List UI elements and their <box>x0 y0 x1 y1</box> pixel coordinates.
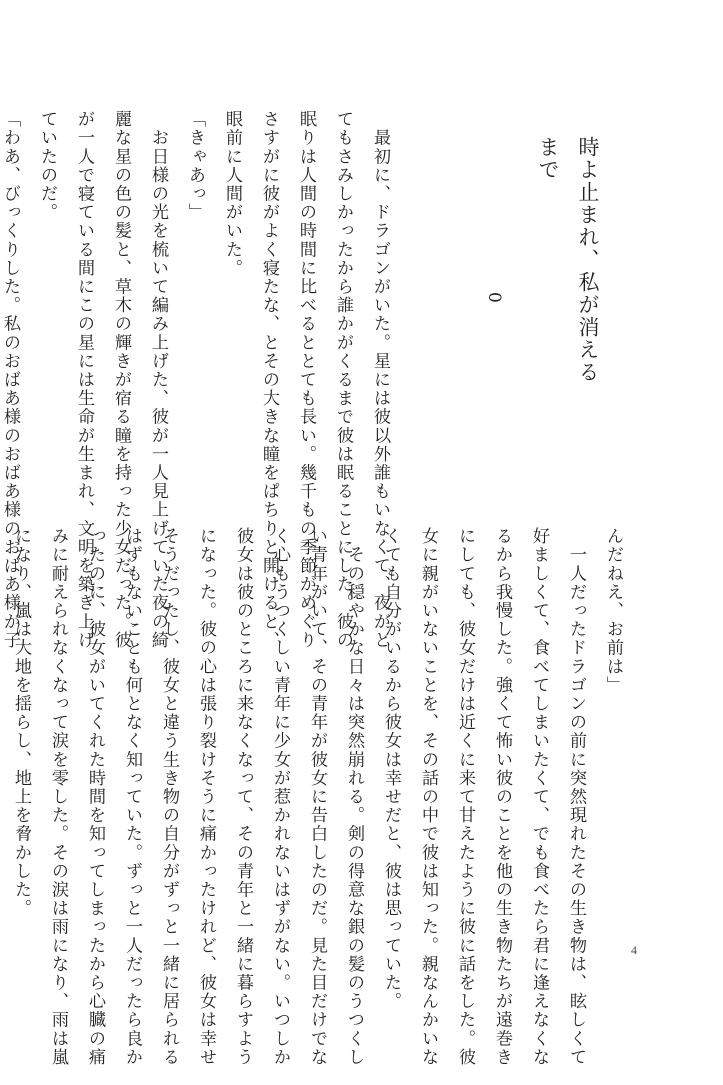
text-column: みに耐えられなくなって涙を零した。その涙は雨になり、雨は嵐 <box>48 527 68 1067</box>
text-column: てもさみしかったから誰かがくるまで彼は眠ることにした。彼の <box>333 110 353 650</box>
text-column: 最初に、ドラゴンがいた。星には彼以外誰もいなくて、夜がと <box>370 110 390 650</box>
section-number: 0 <box>484 291 504 303</box>
text-column <box>0 527 2 927</box>
text-column: 眼前に人間がいた。 <box>222 110 242 278</box>
text-column: くても自分がいるから彼女は幸せだと、彼は思っていた。 <box>381 527 401 1011</box>
text-column: 女に親がいないことを、その話の中で彼は知った。親なんかいな <box>418 527 438 1067</box>
text-column: 好ましくて、食べてしまいたくて、でも食べたら君に逢えなくな <box>529 527 549 1067</box>
text-block-top <box>0 110 398 650</box>
text-column: 一人だったドラゴンの前に突然現れたその生き物は、眩しくて <box>566 527 586 1067</box>
text-column: 「わあ、びっくりした。私のおばあ様のおばあ様のおばあ様が子 <box>0 110 20 650</box>
page-number: 4 <box>631 943 637 957</box>
text-column: が一人で寝ている間にこの星には生命が生まれ、文明を築き上げ <box>74 110 94 650</box>
text-column: 彼女は彼のところに来なくなって、その青年と一緒に暮らすよう <box>233 527 253 1067</box>
text-column: その穏やかな日々は突然崩れる。剣の得意な銀の髪のうつくし <box>344 527 364 1067</box>
chapter-title: 時よ止まれ、私が消えるまで <box>536 136 600 384</box>
text-column: く心もうつくしい青年に少女が惹かれないはずがない。いつしか <box>270 527 290 1067</box>
text-column: さすがに彼がよく寝たな、とその大きな瞳をぱちりと開けると、 <box>259 110 279 650</box>
text-column: そうだったし、彼女と違う生き物の自分がずっと一緒に居られる <box>159 527 179 1067</box>
text-column: はずもないことも何となく知っていた。ずっと一人だったら良か <box>122 527 142 1067</box>
text-column: い青年がいて、その青年が彼女に告白したのだ。見た目だけでな <box>307 527 327 1067</box>
text-column: にしても、彼女だけは近くに来て甘えたように彼に話をした。彼 <box>455 527 475 1067</box>
text-column: るから我慢した。強くて怖い彼のことを他の生き物たちが遠巻き <box>492 527 512 1067</box>
text-column: んだねえ、お前は」 <box>603 527 623 695</box>
text-column: 麗な星の色の髪と、草木の輝きが宿る瞳を持った少女だった。彼 <box>111 110 131 650</box>
text-column: ったのに、彼女がいてくれた時間を知ってしまったから心臓の痛 <box>85 527 105 1067</box>
text-column: になった。彼の心は張り裂けそうに痛かったけれど、彼女は幸せ <box>196 527 216 1067</box>
text-block-bottom <box>11 527 631 1067</box>
text-column: お日様の光を梳いて編み上げた、彼が一人見上げていた夜の綺 <box>148 110 168 650</box>
text-column: 「きゃあっ」 <box>185 110 205 222</box>
text-column: ていたのだ。 <box>37 110 57 222</box>
text-column: になり、嵐は大地を揺らし、地上を脅かした。 <box>11 527 31 918</box>
text-column: 眠りは人間の時間に比べるととても長い。幾千もの季節がめぐり <box>296 110 316 650</box>
